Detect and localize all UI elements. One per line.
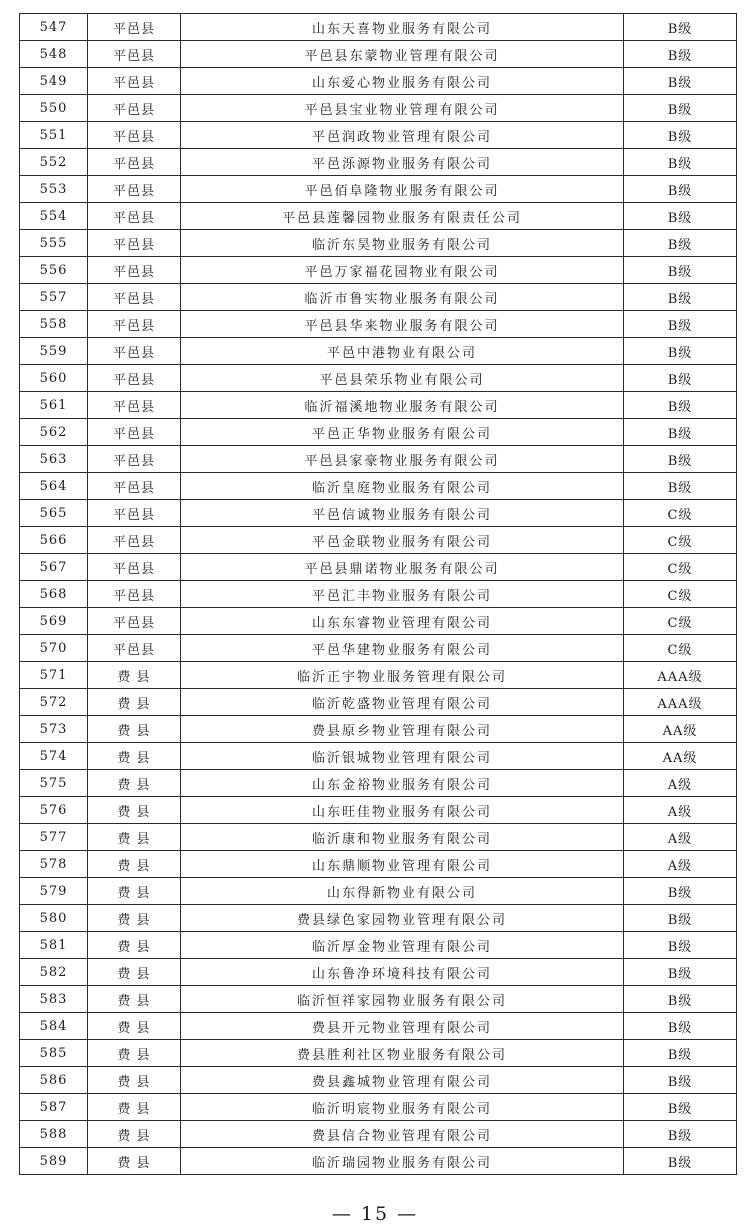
company-name-cell: 临沂银城物业管理有限公司 (181, 743, 624, 770)
county-cell: 费 县 (88, 959, 181, 986)
table-row (20, 1040, 737, 1067)
table-row (20, 905, 737, 932)
county-cell: 平邑县 (88, 527, 181, 554)
county-cell: 平邑县 (88, 176, 181, 203)
company-name-cell: 山东鲁净环境科技有限公司 (181, 959, 624, 986)
table-row (20, 986, 737, 1013)
county-cell: 平邑县 (88, 14, 181, 41)
row-number-cell: 562 (20, 419, 88, 446)
company-name-cell: 平邑县莲馨园物业服务有限责任公司 (181, 203, 624, 230)
table-row (20, 878, 737, 905)
county-cell: 费 县 (88, 797, 181, 824)
table-row (20, 257, 737, 284)
row-number-cell: 553 (20, 176, 88, 203)
row-number-cell: 569 (20, 608, 88, 635)
county-cell: 费 县 (88, 986, 181, 1013)
table-row (20, 419, 737, 446)
table-row (20, 743, 737, 770)
row-number-cell: 564 (20, 473, 88, 500)
county-cell: 费 县 (88, 770, 181, 797)
company-name-cell: 山东得新物业有限公司 (181, 878, 624, 905)
county-cell: 平邑县 (88, 500, 181, 527)
company-name-cell: 平邑县宝业物业管理有限公司 (181, 95, 624, 122)
grade-cell: B级 (624, 1013, 737, 1040)
company-name-cell: 费县绿色家园物业管理有限公司 (181, 905, 624, 932)
table-row (20, 770, 737, 797)
table-row (20, 473, 737, 500)
county-cell: 费 县 (88, 662, 181, 689)
grade-cell: B级 (624, 203, 737, 230)
company-name-cell: 平邑泺源物业服务有限公司 (181, 149, 624, 176)
county-cell: 平邑县 (88, 311, 181, 338)
county-cell: 平邑县 (88, 446, 181, 473)
grade-cell: A级 (624, 851, 737, 878)
row-number-cell: 583 (20, 986, 88, 1013)
table-row (20, 365, 737, 392)
table-row (20, 689, 737, 716)
grade-cell: A级 (624, 824, 737, 851)
table-row (20, 797, 737, 824)
table-row (20, 392, 737, 419)
county-cell: 费 县 (88, 1148, 181, 1175)
company-name-cell: 临沂正宇物业服务管理有限公司 (181, 662, 624, 689)
grade-cell: B级 (624, 986, 737, 1013)
row-number-cell: 560 (20, 365, 88, 392)
row-number-cell: 554 (20, 203, 88, 230)
row-number-cell: 585 (20, 1040, 88, 1067)
table-row (20, 149, 737, 176)
row-number-cell: 548 (20, 41, 88, 68)
grade-cell: B级 (624, 284, 737, 311)
grade-cell: B级 (624, 14, 737, 41)
county-cell: 平邑县 (88, 473, 181, 500)
table-row (20, 716, 737, 743)
county-cell: 平邑县 (88, 284, 181, 311)
table-row (20, 176, 737, 203)
grade-cell: B级 (624, 1040, 737, 1067)
grade-cell: B级 (624, 1148, 737, 1175)
row-number-cell: 574 (20, 743, 88, 770)
county-cell: 平邑县 (88, 68, 181, 95)
county-cell: 平邑县 (88, 554, 181, 581)
table-row (20, 581, 737, 608)
table-row (20, 1067, 737, 1094)
table-row (20, 635, 737, 662)
row-number-cell: 549 (20, 68, 88, 95)
grade-cell: AA级 (624, 743, 737, 770)
county-cell: 费 县 (88, 824, 181, 851)
county-cell: 费 县 (88, 1067, 181, 1094)
company-name-cell: 平邑汇丰物业服务有限公司 (181, 581, 624, 608)
county-cell: 费 县 (88, 1013, 181, 1040)
company-name-cell: 平邑金联物业服务有限公司 (181, 527, 624, 554)
row-number-cell: 587 (20, 1094, 88, 1121)
grade-cell: B级 (624, 959, 737, 986)
county-cell: 费 县 (88, 1040, 181, 1067)
grade-cell: B级 (624, 365, 737, 392)
grade-cell: B级 (624, 1121, 737, 1148)
grade-cell: B级 (624, 338, 737, 365)
county-cell: 平邑县 (88, 365, 181, 392)
row-number-cell: 578 (20, 851, 88, 878)
county-cell: 费 县 (88, 743, 181, 770)
table-row (20, 959, 737, 986)
row-number-cell: 577 (20, 824, 88, 851)
grade-cell: B级 (624, 1094, 737, 1121)
county-cell: 费 县 (88, 905, 181, 932)
company-name-cell: 临沂恒祥家园物业服务有限公司 (181, 986, 624, 1013)
company-name-cell: 山东天喜物业服务有限公司 (181, 14, 624, 41)
row-number-cell: 571 (20, 662, 88, 689)
county-cell: 平邑县 (88, 230, 181, 257)
rating-table-body (20, 14, 737, 1175)
table-row (20, 1094, 737, 1121)
grade-cell: B级 (624, 122, 737, 149)
county-cell: 平邑县 (88, 257, 181, 284)
company-name-cell: 平邑润政物业管理有限公司 (181, 122, 624, 149)
company-name-cell: 平邑佰阜隆物业服务有限公司 (181, 176, 624, 203)
grade-cell: B级 (624, 392, 737, 419)
row-number-cell: 568 (20, 581, 88, 608)
grade-cell: B级 (624, 41, 737, 68)
company-name-cell: 费县信合物业管理有限公司 (181, 1121, 624, 1148)
table-row (20, 932, 737, 959)
company-name-cell: 平邑县家豪物业服务有限公司 (181, 446, 624, 473)
county-cell: 费 县 (88, 1094, 181, 1121)
grade-cell: C级 (624, 608, 737, 635)
company-name-cell: 山东爱心物业服务有限公司 (181, 68, 624, 95)
table-row (20, 95, 737, 122)
grade-cell: C级 (624, 581, 737, 608)
row-number-cell: 570 (20, 635, 88, 662)
grade-cell: C级 (624, 635, 737, 662)
row-number-cell: 589 (20, 1148, 88, 1175)
company-name-cell: 山东金裕物业服务有限公司 (181, 770, 624, 797)
table-row (20, 662, 737, 689)
company-name-cell: 临沂瑞园物业服务有限公司 (181, 1148, 624, 1175)
row-number-cell: 582 (20, 959, 88, 986)
row-number-cell: 556 (20, 257, 88, 284)
row-number-cell: 559 (20, 338, 88, 365)
row-number-cell: 555 (20, 230, 88, 257)
company-name-cell: 平邑中港物业有限公司 (181, 338, 624, 365)
company-name-cell: 山东东睿物业管理有限公司 (181, 608, 624, 635)
grade-cell: B级 (624, 311, 737, 338)
row-number-cell: 552 (20, 149, 88, 176)
grade-cell: C级 (624, 500, 737, 527)
county-cell: 平邑县 (88, 392, 181, 419)
company-name-cell: 平邑万家福花园物业有限公司 (181, 257, 624, 284)
row-number-cell: 576 (20, 797, 88, 824)
table-row (20, 14, 737, 41)
row-number-cell: 566 (20, 527, 88, 554)
grade-cell: B级 (624, 878, 737, 905)
company-name-cell: 平邑县荣乐物业有限公司 (181, 365, 624, 392)
row-number-cell: 561 (20, 392, 88, 419)
table-row (20, 1148, 737, 1175)
row-number-cell: 581 (20, 932, 88, 959)
county-cell: 平邑县 (88, 608, 181, 635)
company-name-cell: 费县鑫城物业管理有限公司 (181, 1067, 624, 1094)
grade-cell: B级 (624, 149, 737, 176)
company-name-cell: 平邑华建物业服务有限公司 (181, 635, 624, 662)
company-name-cell: 平邑县鼎诺物业服务有限公司 (181, 554, 624, 581)
row-number-cell: 588 (20, 1121, 88, 1148)
grade-cell: A级 (624, 797, 737, 824)
table-row (20, 338, 737, 365)
row-number-cell: 563 (20, 446, 88, 473)
company-name-cell: 费县原乡物业管理有限公司 (181, 716, 624, 743)
table-row (20, 311, 737, 338)
company-name-cell: 平邑县华来物业服务有限公司 (181, 311, 624, 338)
grade-cell: AAA级 (624, 689, 737, 716)
row-number-cell: 558 (20, 311, 88, 338)
row-number-cell: 580 (20, 905, 88, 932)
company-name-cell: 临沂厚金物业管理有限公司 (181, 932, 624, 959)
county-cell: 平邑县 (88, 419, 181, 446)
grade-cell: B级 (624, 257, 737, 284)
table-row (20, 446, 737, 473)
county-cell: 平邑县 (88, 581, 181, 608)
county-cell: 平邑县 (88, 122, 181, 149)
page-number: — 15 — (331, 1203, 419, 1225)
county-cell: 平邑县 (88, 95, 181, 122)
table-row (20, 1121, 737, 1148)
company-name-cell: 临沂福溪地物业服务有限公司 (181, 392, 624, 419)
row-number-cell: 551 (20, 122, 88, 149)
county-cell: 费 县 (88, 1121, 181, 1148)
grade-cell: A级 (624, 770, 737, 797)
row-number-cell: 567 (20, 554, 88, 581)
table-row (20, 230, 737, 257)
company-name-cell: 平邑县东蒙物业管理有限公司 (181, 41, 624, 68)
grade-cell: AAA级 (624, 662, 737, 689)
company-name-cell: 山东鼎顺物业管理有限公司 (181, 851, 624, 878)
company-name-cell: 临沂康和物业服务有限公司 (181, 824, 624, 851)
row-number-cell: 573 (20, 716, 88, 743)
grade-cell: B级 (624, 473, 737, 500)
row-number-cell: 550 (20, 95, 88, 122)
table-row (20, 41, 737, 68)
county-cell: 平邑县 (88, 41, 181, 68)
county-cell: 平邑县 (88, 203, 181, 230)
rating-table (19, 13, 737, 1175)
row-number-cell: 565 (20, 500, 88, 527)
grade-cell: C级 (624, 554, 737, 581)
table-row (20, 122, 737, 149)
row-number-cell: 579 (20, 878, 88, 905)
county-cell: 费 县 (88, 716, 181, 743)
table-row (20, 1013, 737, 1040)
county-cell: 费 县 (88, 689, 181, 716)
county-cell: 平邑县 (88, 338, 181, 365)
county-cell: 费 县 (88, 932, 181, 959)
county-cell: 平邑县 (88, 635, 181, 662)
company-name-cell: 平邑信诚物业服务有限公司 (181, 500, 624, 527)
company-name-cell: 费县胜利社区物业服务有限公司 (181, 1040, 624, 1067)
company-name-cell: 临沂皇庭物业服务有限公司 (181, 473, 624, 500)
row-number-cell: 572 (20, 689, 88, 716)
county-cell: 费 县 (88, 878, 181, 905)
table-row (20, 500, 737, 527)
table-row (20, 203, 737, 230)
company-name-cell: 临沂市鲁实物业服务有限公司 (181, 284, 624, 311)
grade-cell: AA级 (624, 716, 737, 743)
table-row (20, 284, 737, 311)
company-name-cell: 临沂东昊物业服务有限公司 (181, 230, 624, 257)
row-number-cell: 557 (20, 284, 88, 311)
company-name-cell: 临沂明宸物业服务有限公司 (181, 1094, 624, 1121)
table-row (20, 851, 737, 878)
grade-cell: B级 (624, 95, 737, 122)
grade-cell: B级 (624, 905, 737, 932)
grade-cell: B级 (624, 446, 737, 473)
company-name-cell: 山东旺佳物业服务有限公司 (181, 797, 624, 824)
row-number-cell: 547 (20, 14, 88, 41)
table-row (20, 608, 737, 635)
table-row (20, 527, 737, 554)
company-name-cell: 临沂乾盛物业管理有限公司 (181, 689, 624, 716)
table-row (20, 824, 737, 851)
table-row (20, 68, 737, 95)
row-number-cell: 575 (20, 770, 88, 797)
grade-cell: B级 (624, 230, 737, 257)
table-row (20, 554, 737, 581)
company-name-cell: 平邑正华物业服务有限公司 (181, 419, 624, 446)
row-number-cell: 586 (20, 1067, 88, 1094)
grade-cell: B级 (624, 1067, 737, 1094)
grade-cell: B级 (624, 419, 737, 446)
county-cell: 费 县 (88, 851, 181, 878)
grade-cell: B级 (624, 176, 737, 203)
grade-cell: C级 (624, 527, 737, 554)
county-cell: 平邑县 (88, 149, 181, 176)
rating-table-container (19, 13, 736, 1175)
company-name-cell: 费县开元物业管理有限公司 (181, 1013, 624, 1040)
grade-cell: B级 (624, 932, 737, 959)
row-number-cell: 584 (20, 1013, 88, 1040)
grade-cell: B级 (624, 68, 737, 95)
